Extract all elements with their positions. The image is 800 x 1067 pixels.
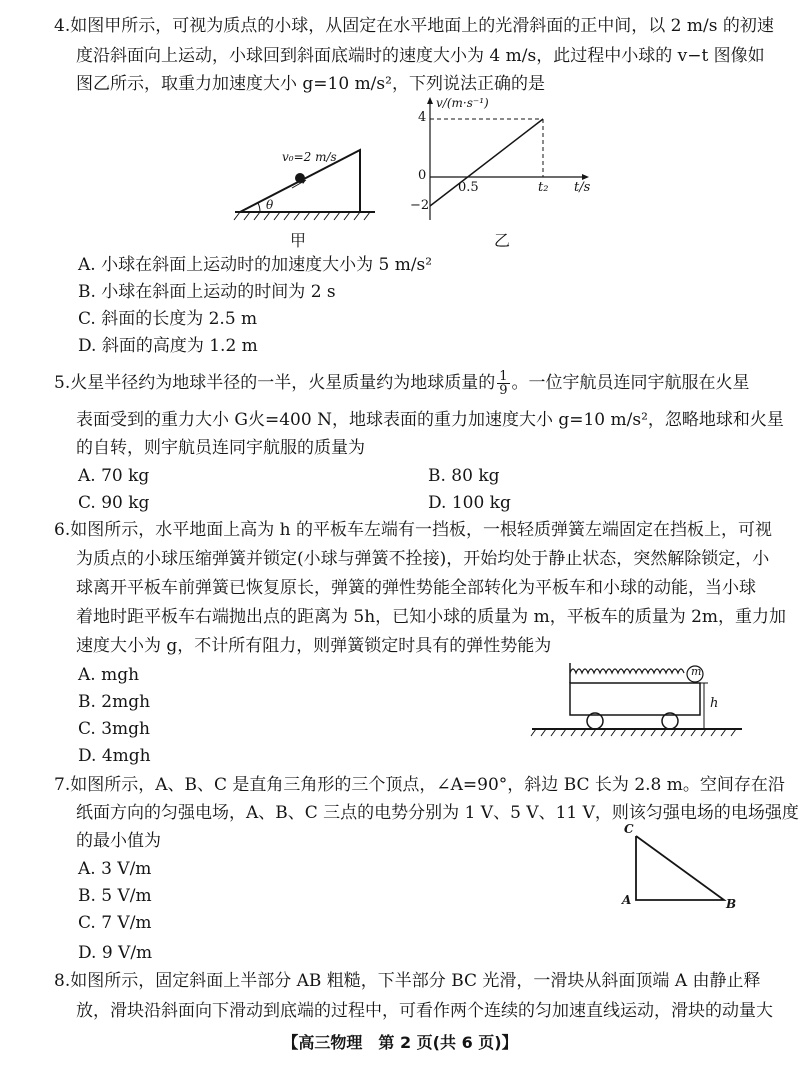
vt-tick-y-top: 4 xyxy=(418,110,427,125)
q7-option-b: B. 5 V/m xyxy=(78,886,152,906)
vt-ylabel: v/(m·s⁻¹) xyxy=(436,96,489,110)
vt-tick-y-zero: 0 xyxy=(418,168,427,183)
q4-v0-label: v₀=2 m/s xyxy=(282,150,337,164)
q4-option-d: D. 斜面的高度为 1.2 m xyxy=(78,336,258,356)
q5-option-a: A. 70 kg xyxy=(78,466,150,486)
vt-tick-x-end: t₂ xyxy=(538,180,549,195)
vt-xlabel: t/s xyxy=(574,180,591,195)
q4-vt-chart xyxy=(400,95,600,225)
q5-option-d: D. 100 kg xyxy=(428,493,511,513)
q4-line-2: 度沿斜面向上运动，小球回到斜面底端时的速度大小为 4 m/s，此过程中小球的 v−t 图像如 xyxy=(76,46,765,66)
q4-figure-jia-caption: 甲 xyxy=(290,231,307,250)
q7-option-c: C. 7 V/m xyxy=(78,913,152,933)
vt-series-line xyxy=(430,119,543,206)
q5-line-1-post: 。一位宇航员连同宇航服在火星 xyxy=(511,373,750,393)
q5-frac-den: 9 xyxy=(499,383,508,398)
q4-angle-label: θ xyxy=(266,198,274,212)
q7-vertex-c: C xyxy=(624,822,634,836)
q6-option-a: A. mgh xyxy=(78,665,140,685)
q7-option-a: A. 3 V/m xyxy=(78,859,152,879)
q6-line-2: 为质点的小球压缩弹簧并锁定(小球与弹簧不拴接)，开始均处于静止状态，突然解除锁定，小 xyxy=(76,549,770,569)
q7-vertex-b: B xyxy=(726,897,737,911)
q7-line-2: 纸面方向的匀强电场，A、B、C 三点的电势分别为 1 V、5 V、11 V，则该匀强电场的电场强度 xyxy=(76,803,799,823)
vt-tick-x-mid: 0.5 xyxy=(458,180,479,195)
q7-line-3: 的最小值为 xyxy=(76,831,161,851)
q4-option-b: B. 小球在斜面上运动的时间为 2 s xyxy=(78,282,336,302)
q7-line-1: 7.如图所示，A、B、C 是直角三角形的三个顶点，∠A=90°，斜边 BC 长为 2.8 m。空间存在沿 xyxy=(54,775,785,795)
q4-option-a: A. 小球在斜面上运动时的加速度大小为 5 m/s² xyxy=(78,255,433,275)
q6-line-3: 球离开平板车前弹簧已恢复原长，弹簧的弹性势能全部转化为平板车和小球的动能，当小球 xyxy=(76,578,756,598)
q8-line-1: 8.如图所示，固定斜面上半部分 AB 粗糙，下半部分 BC 光滑，一滑块从斜面顶端 A 由静止释 xyxy=(54,971,761,991)
q7-option-d: D. 9 V/m xyxy=(78,943,153,963)
q5-option-b: B. 80 kg xyxy=(428,466,500,486)
q4-figure-yi-caption: 乙 xyxy=(494,231,511,250)
page-footer: 【高三物理 第 2 页(共 6 页)】 xyxy=(282,1033,518,1052)
q6-line-5: 速度大小为 g，不计所有阻力，则弹簧锁定时具有的弹性势能为 xyxy=(76,636,552,656)
vt-tick-y-bottom: −2 xyxy=(410,198,430,213)
q5-fraction xyxy=(497,370,509,397)
q6-option-c: C. 3mgh xyxy=(78,719,150,739)
q6-line-4: 着地时距平板车右端抛出点的距离为 5h，已知小球的质量为 m，平板车的质量为 2m，重力加 xyxy=(76,607,787,627)
q6-height-label: h xyxy=(710,696,719,711)
q5-line-3: 的自转，则宇航员连同宇航服的质量为 xyxy=(76,438,365,458)
q4-line-3: 图乙所示，取重力加速度大小 g=10 m/s²，下列说法正确的是 xyxy=(76,74,545,94)
q5-line-1-pre: 5.火星半径约为地球半径的一半，火星质量约为地球质量的 xyxy=(54,373,496,393)
q4-line-1: 4.如图甲所示，可视为质点的小球，从固定在水平地面上的光滑斜面的正中间，以 2 m/s 的初速 xyxy=(54,16,774,36)
q6-ball-label: m xyxy=(691,665,702,678)
q7-triangle-figure xyxy=(630,830,740,910)
q5-option-c: C. 90 kg xyxy=(78,493,150,513)
q6-line-1: 6.如图所示，水平地面上高为 h 的平板车左端有一挡板，一根轻质弹簧左端固定在挡板上，可视 xyxy=(54,520,772,540)
q6-option-d: D. 4mgh xyxy=(78,746,151,766)
q7-vertex-a: A xyxy=(622,893,632,907)
q5-frac-num: 1 xyxy=(499,369,508,384)
q6-option-b: B. 2mgh xyxy=(78,692,151,712)
q4-option-c: C. 斜面的长度为 2.5 m xyxy=(78,309,258,329)
q8-line-2: 放，滑块沿斜面向下滑动到底端的过程中，可看作两个连续的匀加速直线运动，滑块的动量大 xyxy=(76,1001,773,1021)
q5-line-2: 表面受到的重力大小 G火=400 N，地球表面的重力加速度大小 g=10 m/s²，忽略地球和火星 xyxy=(76,410,784,430)
q5-line-1 xyxy=(54,370,750,397)
